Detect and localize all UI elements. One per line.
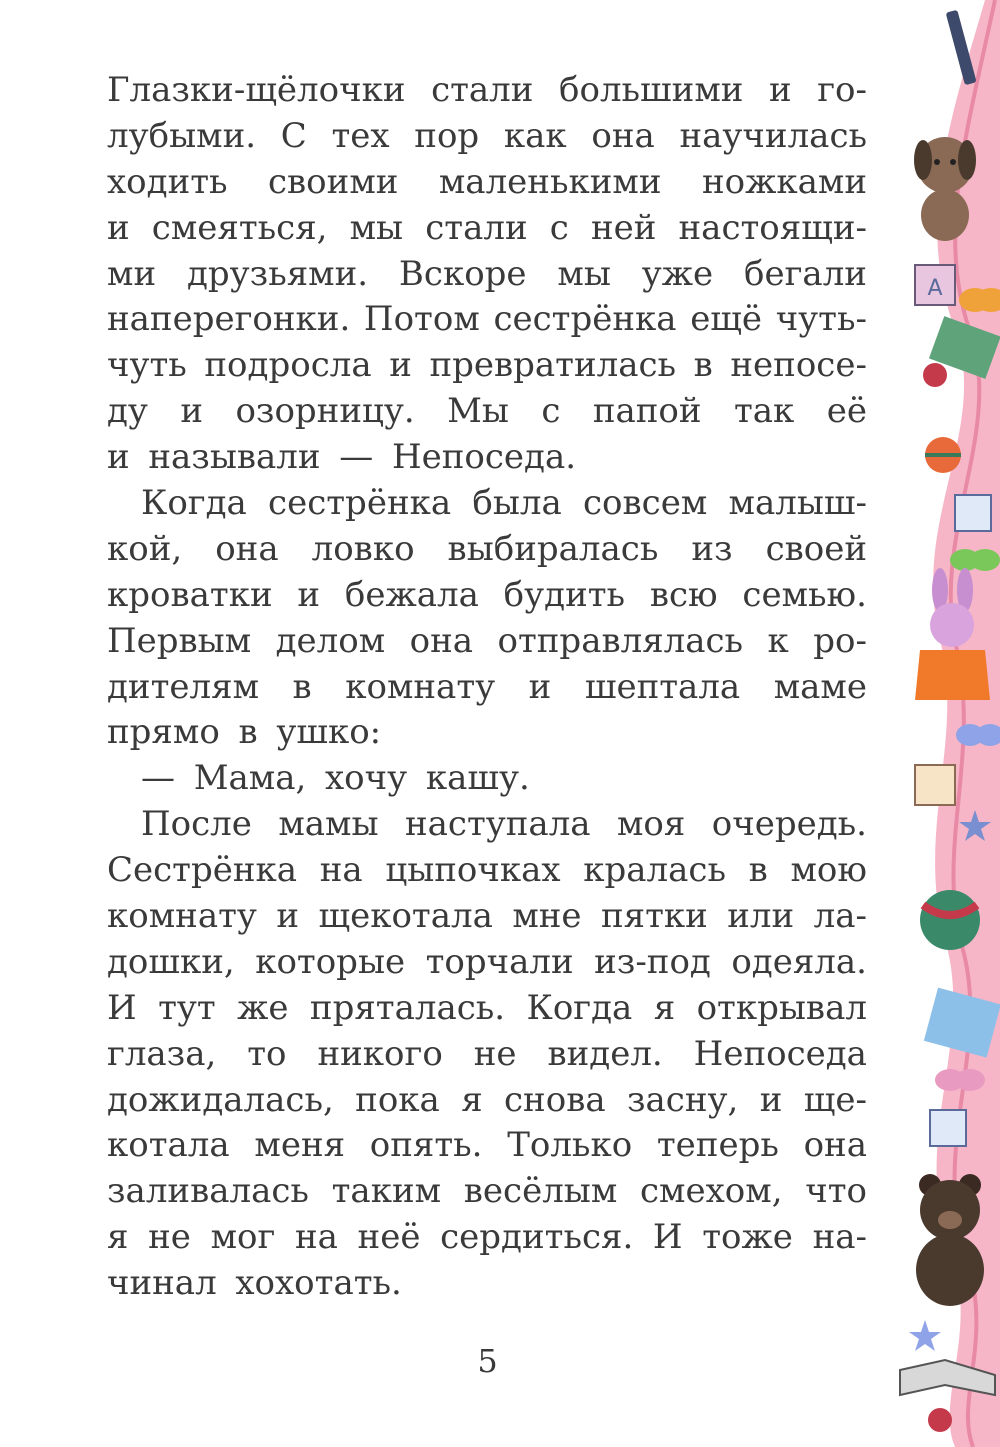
word: снова	[504, 1079, 606, 1120]
word: Непоседа.	[391, 437, 577, 478]
word: на-	[812, 1217, 867, 1258]
word: в	[238, 712, 258, 753]
text-line	[107, 1215, 867, 1261]
text-line	[107, 986, 867, 1032]
word: открывал	[696, 987, 867, 1028]
word: на	[294, 1217, 338, 1258]
text-line	[107, 252, 867, 298]
ball-icon	[920, 890, 980, 950]
raspberry-icon	[928, 1408, 952, 1432]
word: чинал	[107, 1263, 217, 1304]
word: никого	[317, 1033, 443, 1074]
word: я	[107, 1217, 129, 1258]
word: друзьями.	[186, 253, 369, 294]
word: дошки,	[107, 941, 235, 982]
word: Непоседа	[693, 1033, 867, 1074]
ball-icon	[925, 437, 961, 473]
word: пока	[355, 1079, 440, 1120]
word: своей	[765, 528, 867, 569]
word: стали	[425, 207, 528, 248]
word: ходить	[107, 161, 228, 202]
word: кралась	[583, 850, 726, 891]
word: мою	[790, 850, 867, 891]
word: кой,	[107, 528, 183, 569]
text-line	[107, 527, 867, 573]
text-line	[107, 389, 867, 435]
word: же	[237, 987, 289, 1028]
word: Мама,	[193, 758, 307, 799]
word: весёлым	[463, 1171, 618, 1212]
word: и	[107, 437, 130, 478]
text-line	[107, 297, 867, 343]
word: видел.	[547, 1033, 663, 1074]
word: го-	[817, 70, 867, 110]
word: теперь	[656, 1125, 779, 1166]
word: с	[541, 391, 561, 432]
word: она	[409, 620, 474, 661]
word: И	[652, 1217, 683, 1258]
word: дителям	[107, 666, 260, 707]
word: то	[247, 1033, 287, 1074]
word: уже	[641, 253, 714, 294]
word: тут	[158, 987, 216, 1028]
word: которые	[255, 941, 406, 982]
word: С	[280, 115, 307, 156]
text-line	[107, 710, 867, 756]
word: непосе-	[730, 345, 867, 386]
word: торчали	[425, 941, 574, 982]
star-icon	[909, 1320, 941, 1351]
page-number: 5	[477, 1342, 498, 1380]
text-line	[107, 940, 867, 986]
word: превратилась	[429, 345, 677, 386]
word: совсем	[583, 483, 708, 524]
word: сестрёнка	[268, 483, 452, 524]
word: подросла	[204, 345, 372, 386]
word: Первым	[107, 620, 252, 661]
word: к	[767, 620, 789, 661]
word: Мы	[447, 391, 509, 432]
text-line	[107, 573, 867, 619]
word: комнату	[345, 666, 496, 707]
word: ла-	[813, 896, 867, 937]
word: хохотать.	[235, 1263, 402, 1304]
word: пятки	[600, 896, 708, 937]
word: и	[107, 207, 130, 248]
word: дожидалась,	[107, 1079, 334, 1120]
word: и	[528, 666, 552, 707]
word: ду	[107, 391, 148, 432]
word: маленькими	[438, 161, 662, 202]
word: что	[805, 1171, 867, 1212]
text-line	[107, 343, 867, 389]
text-line	[107, 1169, 867, 1215]
word: так	[733, 391, 795, 432]
word: маме	[773, 666, 867, 707]
word: засну,	[626, 1079, 739, 1120]
word: заливалась	[107, 1171, 309, 1212]
word: не	[473, 1033, 517, 1074]
word: смехом,	[640, 1171, 783, 1212]
word: шептала	[584, 666, 741, 707]
text-line	[107, 1123, 867, 1169]
word: пряталась.	[309, 987, 506, 1028]
word: хочу	[324, 758, 408, 799]
word: не	[148, 1217, 191, 1258]
word: ещё	[690, 299, 763, 340]
word: Когда	[141, 483, 247, 524]
word: Потом	[363, 299, 480, 340]
word: тех	[331, 115, 390, 156]
word: мне	[512, 896, 582, 937]
word: я	[461, 1079, 483, 1120]
word: щекотала	[318, 896, 493, 937]
word: ще-	[803, 1079, 867, 1120]
text-line	[107, 481, 867, 527]
text-line	[107, 665, 867, 711]
page-body-text	[107, 68, 867, 1307]
word: сердиться.	[440, 1217, 634, 1258]
word: в	[693, 345, 713, 386]
word: её	[826, 391, 867, 432]
word: делом	[275, 620, 386, 661]
word: она	[803, 1125, 867, 1166]
word: ушко:	[276, 712, 382, 753]
butterfly-icon	[935, 1069, 985, 1091]
word: и	[389, 345, 412, 386]
butterfly-icon	[950, 549, 1000, 571]
text-line	[107, 1032, 867, 1078]
word: и	[768, 70, 792, 110]
word: будить	[503, 574, 626, 615]
word: стали	[431, 70, 534, 110]
word: меня	[254, 1125, 346, 1166]
word: мы	[349, 207, 404, 248]
word: настоящи-	[678, 207, 867, 248]
word: тоже	[702, 1217, 793, 1258]
word: малыш-	[728, 483, 867, 524]
text-line	[107, 1078, 867, 1124]
word: в	[292, 666, 312, 707]
word: всю	[649, 574, 718, 615]
word: чуть	[107, 345, 187, 386]
word: как	[503, 115, 567, 156]
text-line	[107, 894, 867, 940]
word: озорницу.	[235, 391, 415, 432]
word: таким	[331, 1171, 442, 1212]
text-line	[107, 619, 867, 665]
word: семью.	[742, 574, 867, 615]
word: мамы	[278, 804, 379, 845]
text-line	[107, 756, 867, 802]
word: неё	[357, 1217, 421, 1258]
word: была	[472, 483, 562, 524]
word: ножками	[701, 161, 867, 202]
text-line	[107, 206, 867, 252]
word: И	[107, 987, 137, 1028]
word: и	[297, 574, 321, 615]
text-line	[107, 802, 867, 848]
word: выбиралась	[447, 528, 659, 569]
word: очередь.	[711, 804, 867, 845]
word: Сестрёнка	[107, 850, 298, 891]
word: она	[215, 528, 279, 569]
word: кроватки	[107, 574, 273, 615]
word: называли	[148, 437, 321, 478]
word: ро-	[813, 620, 867, 661]
text-line	[107, 68, 867, 114]
word: ми	[107, 253, 157, 294]
word: ней	[590, 207, 657, 248]
word: Только	[507, 1125, 633, 1166]
word: бежала	[344, 574, 479, 615]
word: Глазки-щёлочки	[107, 70, 406, 110]
word: и	[180, 391, 204, 432]
toy-block-icon	[930, 1110, 966, 1146]
word: ловко	[311, 528, 415, 569]
word: пор	[414, 115, 480, 156]
word: одеяла.	[731, 941, 867, 982]
word: папой	[592, 391, 702, 432]
word: Когда	[526, 987, 633, 1028]
word: отправлялась	[497, 620, 744, 661]
word: на	[319, 850, 363, 891]
word: я	[653, 987, 676, 1028]
word: из	[691, 528, 733, 569]
word: в	[748, 850, 768, 891]
word: мог	[210, 1217, 276, 1258]
butterfly-icon	[959, 288, 1000, 312]
word: моя	[616, 804, 686, 845]
word: Вскоре	[398, 253, 527, 294]
word: из-под	[594, 941, 711, 982]
text-line	[107, 848, 867, 894]
word: глаза,	[107, 1033, 217, 1074]
word: или	[727, 896, 795, 937]
toy-block-icon	[915, 765, 955, 805]
word: большими	[559, 70, 744, 110]
word: чуть-	[775, 299, 867, 340]
text-line	[107, 435, 867, 481]
word: с	[549, 207, 569, 248]
word: цыпочках	[385, 850, 561, 891]
word: —	[339, 437, 374, 478]
word: лубыми.	[107, 115, 257, 156]
word: бегали	[744, 253, 867, 294]
word: мы	[557, 253, 611, 294]
word: она	[591, 115, 655, 156]
word: прямо	[107, 712, 220, 753]
word: опять.	[369, 1125, 483, 1166]
word: научилась	[679, 115, 867, 156]
word: сестрёнка	[493, 299, 677, 340]
word: комнату	[107, 896, 257, 937]
word: своими	[268, 161, 399, 202]
text-line	[107, 114, 867, 160]
word: и	[759, 1079, 783, 1120]
toys-border-decoration	[895, 0, 1000, 1447]
word: котала	[107, 1125, 230, 1166]
svg-text:A: A	[927, 276, 943, 301]
word: и	[276, 896, 300, 937]
word: После	[141, 804, 252, 845]
word: наперегонки.	[107, 299, 351, 340]
word: —	[141, 758, 175, 799]
butterfly-icon	[956, 724, 1000, 746]
toy-block-icon	[955, 495, 991, 531]
text-line	[107, 160, 867, 206]
toy-block-icon	[915, 265, 955, 305]
word: наступала	[404, 804, 591, 845]
word: смеяться,	[151, 207, 328, 248]
word: кашу.	[425, 758, 530, 799]
text-line	[107, 1261, 867, 1307]
raspberry-icon	[923, 363, 947, 387]
